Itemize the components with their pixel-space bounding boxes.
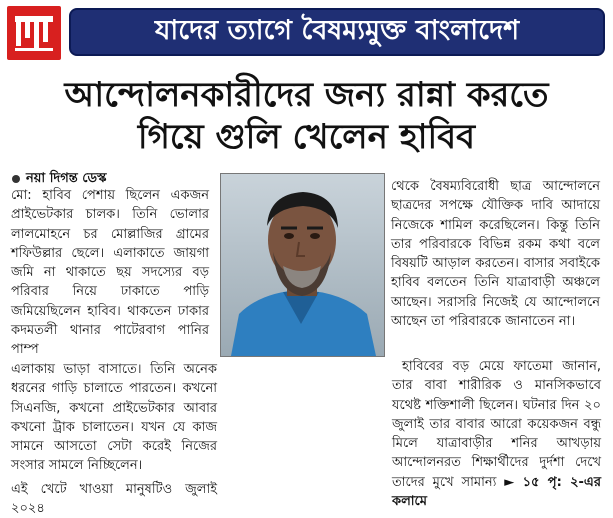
jump-text: ১৫ পৃ: ২-এর কলামে (392, 474, 601, 510)
article-column-left-lower (11, 360, 217, 518)
paragraph (392, 357, 601, 511)
article-column-right (391, 177, 600, 331)
banner-title: যাদের ত্যাগে বৈষম্যমুক্ত বাংলাদেশ (154, 14, 520, 46)
article-photo (220, 173, 385, 357)
newspaper-logo-icon (7, 6, 61, 60)
paragraph-last: এই খেটে খাওয়া মানুষটিও জুলাই ২০২৪ (11, 481, 217, 517)
bullet-icon (12, 175, 20, 183)
banner (7, 6, 607, 60)
byline-text: নয়া দিগন্ত ডেস্ক (26, 171, 107, 186)
headline-line-2: গিয়ে গুলি খেলেন হাবিব (137, 117, 476, 157)
paragraph: এলাকায় ভাড়া বাসাতে। তিনি অনেক ধরনের গাড়ি চালাতে পারতেন। কখনো সিএনজি, কখনো প্রাইভেটকার আবার কখনো ট্রাক চালাতেন। যখন যে কাজ সামনে আসতো সেটা করেই নিজের সংসার সামলে নিচ্ছিলেন। (11, 362, 217, 474)
paragraph: থেকে বৈষম্যবিরোধী ছাত্র আন্দোলনে ছাত্রদের সপক্ষে যৌক্তিক দাবি আদায়ে নিজেকে শামিল করেছিলেন। কিন্তু তিনি তার পরিবারকে বিভিন্ন রকম কথা বলে বিষয়টি আড়াল করতেন। বাসার সবাইকে হাবিব বলতেন তিনি যাত্রাবাড়ী অঞ্চলে আছেন। সরাসরি নিজেই যে আন্দোলনে আছেন তা পরিবারকে জানাতেন না। (391, 179, 600, 330)
headline (0, 74, 613, 158)
portrait-image (221, 174, 384, 356)
article-column-right-lower (226, 357, 601, 511)
headline-line-1: আন্দোলনকারীদের জন্য রান্না করতে (64, 75, 549, 115)
paragraph-text: হাবিবের বড় মেয়ে ফাতেমা জানান, তার বাবা শারীরিক ও মানসিকভাবে যথেষ্ট শক্তিশালী ছিলেন। ঘটনার দিন ২০ জুলাই তার বাবার আরো কয়েকজন বন্ধু মিলে যাত্রাবাড়ীর শনির আখড়ায় আন্দোলনরত শিক্ষার্থীদের দুর্দশা দেখে তাদের মুখে সামান্য (392, 359, 601, 490)
paragraph: মো: হাবিব পেশায় ছিলেন একজন প্রাইভেটকার চালক। তিনি ভোলার লালমোহনে চর মোল্লাজির গ্রামের শফিউল্লার ছেলে। এলাকাতে জায়গা জমি না থাকাতে ছয় সদস্যের বড় পরিবার নিয়ে ঢাকাতে পাড়ি জমিয়েছিলেন হাবিব। থাকতেন ঢাকার কদমতলী থানার পাটেরবাগ পানির পাম্প (11, 188, 209, 358)
jump-reference[interactable]: ► ১৫ পৃ: ২-এর কলামে (392, 474, 601, 510)
banner-title-bar (69, 8, 605, 56)
article-column-left (11, 186, 209, 360)
